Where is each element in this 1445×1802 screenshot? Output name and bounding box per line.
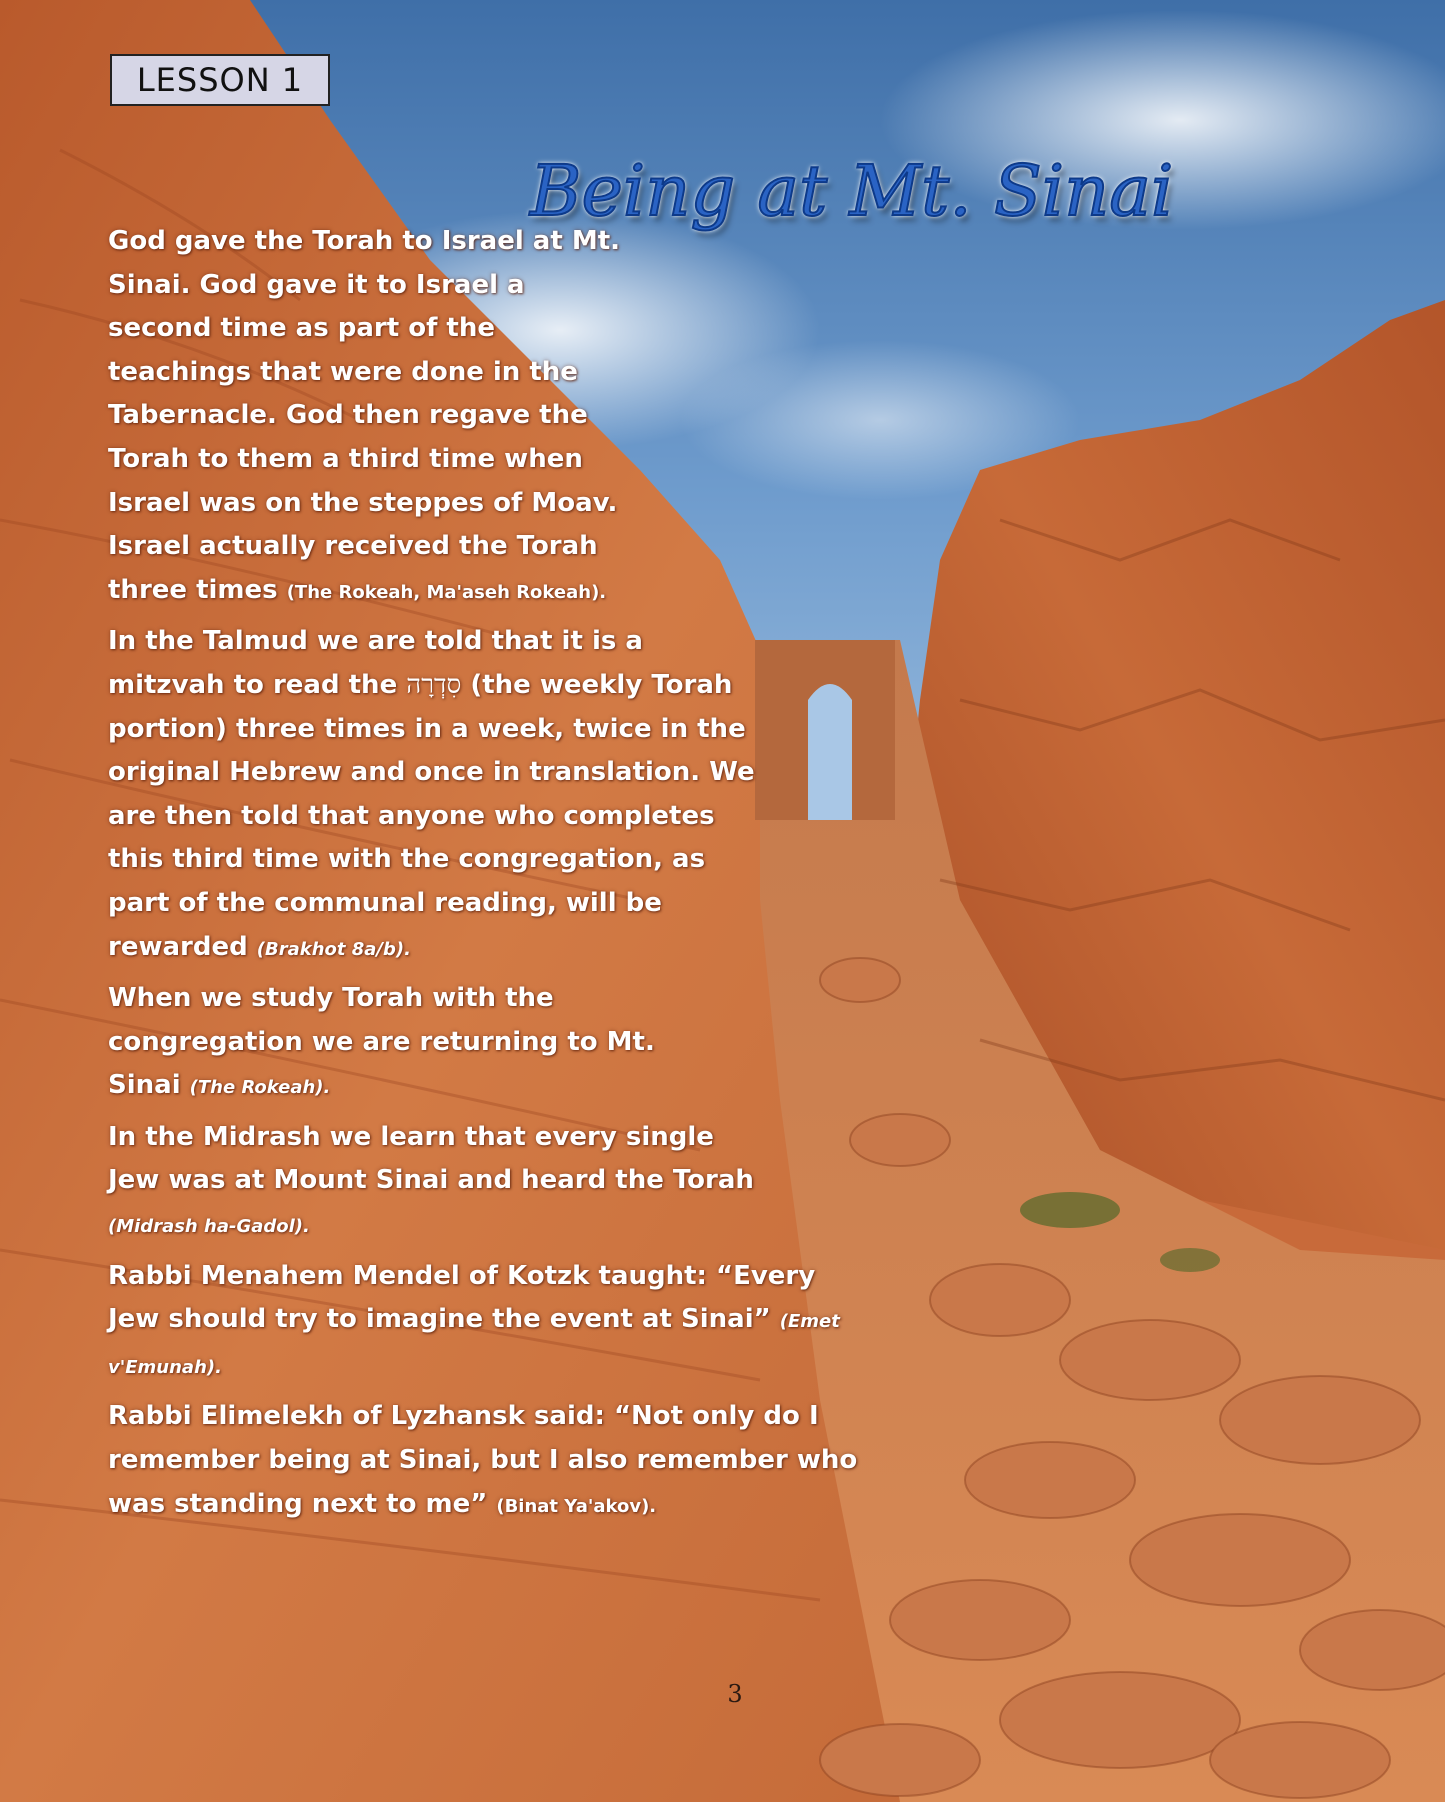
paragraph: [108, 977, 708, 1110]
page-title: Being at Mt. Sinai: [530, 150, 1174, 232]
paragraph: [108, 220, 628, 614]
citation: (Binat Ya'akov).: [496, 1495, 657, 1517]
paragraph: [108, 1255, 848, 1390]
paragraph-text: In the Midrash we learn that every single Jew was at Mount Sinai and heard the Torah: [108, 1121, 754, 1196]
lesson-body: [108, 220, 868, 1534]
paragraph-text: In the Talmud we are told that it is a mitzvah to read the: [108, 626, 643, 700]
paragraph-text: Rabbi Menahem Mendel of Kotzk taught: “Every Jew should try to imagine the event at Sinai”: [108, 1260, 816, 1335]
citation: (Midrash ha-Gadol).: [108, 1216, 310, 1238]
paragraph-text: Rabbi Elimelekh of Lyzhansk said: “Not only do I remember being at Sinai, but I also remember who was standing next to me”: [108, 1401, 858, 1519]
citation: (The Rokeah).: [189, 1077, 331, 1099]
paragraph: [108, 1395, 868, 1528]
lesson-label: LESSON 1: [110, 54, 330, 106]
paragraph-text: When we study Torah with the congregation we are returning to Mt. Sinai: [108, 983, 655, 1101]
paragraph-text: (the weekly Torah portion) three times in a week, twice in the original Hebrew and once in translation. We are then told that anyone who completes this third time with the congregation, as part of the communal reading, will be rewarded: [108, 669, 755, 962]
citation: (The Rokeah, Ma'aseh Rokeah).: [286, 581, 607, 603]
citation: (Emet v'Emunah).: [108, 1311, 840, 1378]
hebrew-word: סִדְרָה: [406, 669, 462, 700]
paragraph-text: God gave the Torah to Israel at Mt. Sinai. God gave it to Israel a second time as part of the teachings that were done in the Tabernacle. God then regave the Torah to them a third time when Israel was on the steppes of Moav. Israel actually received the Torah three times: [108, 226, 621, 605]
paragraph: [108, 1116, 768, 1249]
citation: (Brakhot 8a/b).: [256, 938, 411, 960]
paragraph: [108, 620, 768, 971]
page-number: 3: [727, 1680, 743, 1708]
